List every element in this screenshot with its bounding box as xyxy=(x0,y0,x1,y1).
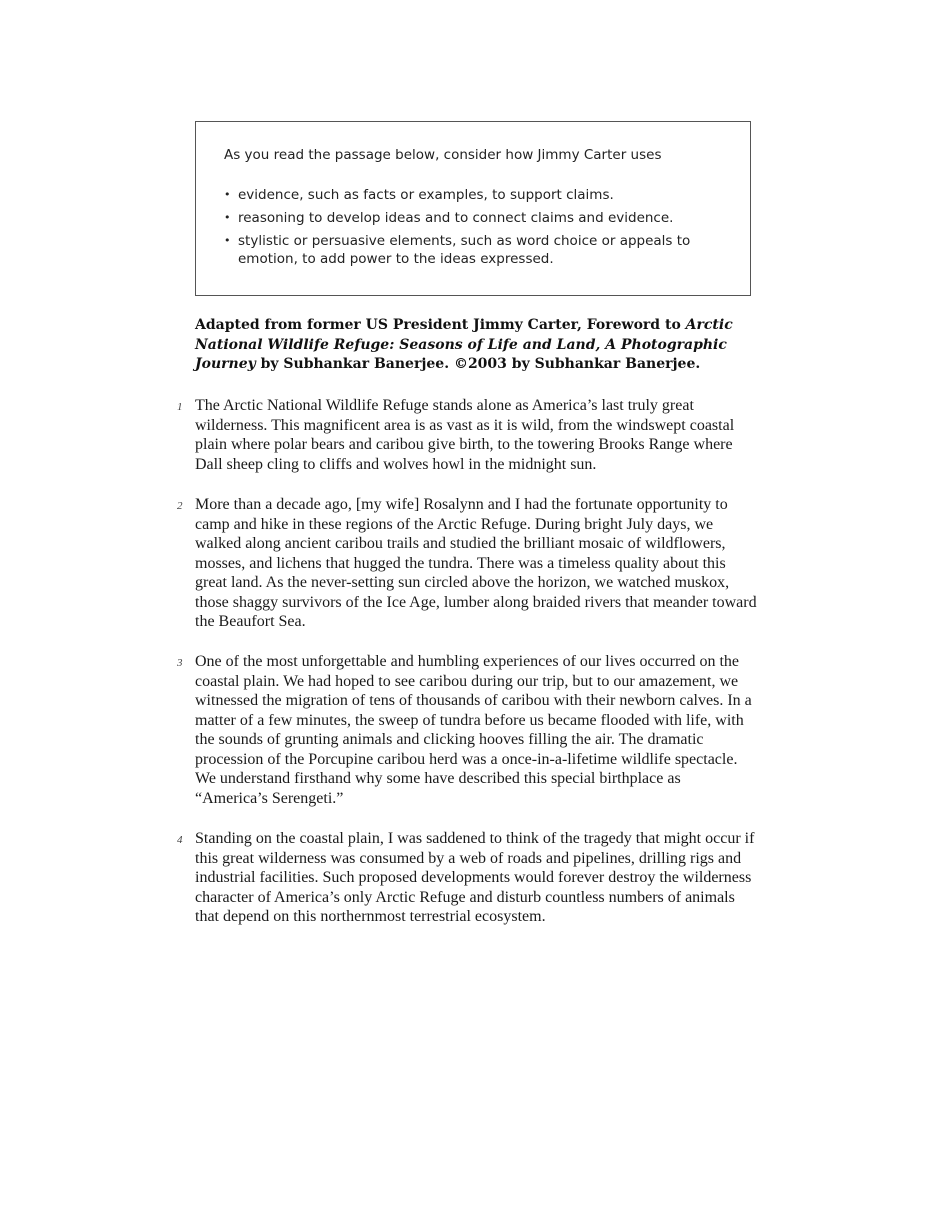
passage-paragraph xyxy=(177,495,757,632)
passage-paragraph xyxy=(177,396,757,474)
prompt-bullet-list xyxy=(224,186,722,268)
source-suffix: by Subhankar Banerjee. ©2003 by Subhankar Banerjee. xyxy=(255,356,701,372)
passage-paragraph xyxy=(177,652,757,808)
prompt-bullet-evidence: • evidence, such as facts or examples, to support claims. xyxy=(224,186,722,204)
paragraph-text: More than a decade ago, [my wife] Rosalynn and I had the fortunate opportunity to camp and hike in these regions of the Arctic Refuge. During bright July days, we walked along ancient caribou trails and studied the brilliant mosaic of wildflowers, mosses, and lichens that hugged the tundra. There was a timeless quality about this great land. As the never-setting sun circled above the horizon, we watched muskox, those shaggy survivors of the Ice Age, lumber along braided rivers that meander toward the Beaufort Sea. xyxy=(195,496,757,630)
source-citation xyxy=(195,316,755,375)
paragraph-text: One of the most unforgettable and humbling experiences of our lives occurred on the coastal plain. We had hoped to see caribou during our trip, but to our amazement, we witnessed the migration of tens of thousands of caribou with their newborn calves. In a matter of a few minutes, the sweep of tundra before us became flooded with life, with the sounds of grunting animals and clicking hooves filling the air. The dramatic procession of the Porcupine caribou herd was a once-in-a-lifetime wildlife spectacle. We understand firsthand why some have described this special birthplace as “America’s Serengeti.” xyxy=(195,653,752,807)
prompt-bullet-stylistic: • stylistic or persuasive elements, such as word choice or appeals to emotion, to add power to the ideas expressed. xyxy=(224,232,722,268)
paragraph-number: 4 xyxy=(177,834,183,846)
prompt-intro: As you read the passage below, consider how Jimmy Carter uses xyxy=(224,147,662,163)
source-book-title: Arctic National Wildlife Refuge: Seasons of Life and Land, A Photographic Journey xyxy=(195,317,733,372)
reading-prompt-box xyxy=(195,121,751,296)
passage-paragraph xyxy=(177,829,757,927)
paragraph-text: The Arctic National Wildlife Refuge stands alone as America’s last truly great wilderness. This magnificent area is as vast as it is wild, from the windswept coastal plain where polar bears and caribou give birth, to the towering Brooks Range where Dall sheep cling to cliffs and wolves howl in the midnight sun. xyxy=(195,397,735,473)
paragraph-number: 2 xyxy=(177,500,183,512)
paragraph-text: Standing on the coastal plain, I was saddened to think of the tragedy that might occur if this great wilderness was consumed by a web of roads and pipelines, drilling rigs and industrial facilities. Such proposed developments would forever destroy the wilderness character of America’s only Arctic Refuge and disturb countless numbers of animals that depend on this northernmost terrestrial ecosystem. xyxy=(195,830,755,925)
source-prefix: Adapted from former US President Jimmy Carter, Foreword to xyxy=(195,317,686,333)
prompt-bullet-reasoning: • reasoning to develop ideas and to connect claims and evidence. xyxy=(224,209,722,227)
paragraph-number: 3 xyxy=(177,657,183,669)
paragraph-number: 1 xyxy=(177,401,183,413)
